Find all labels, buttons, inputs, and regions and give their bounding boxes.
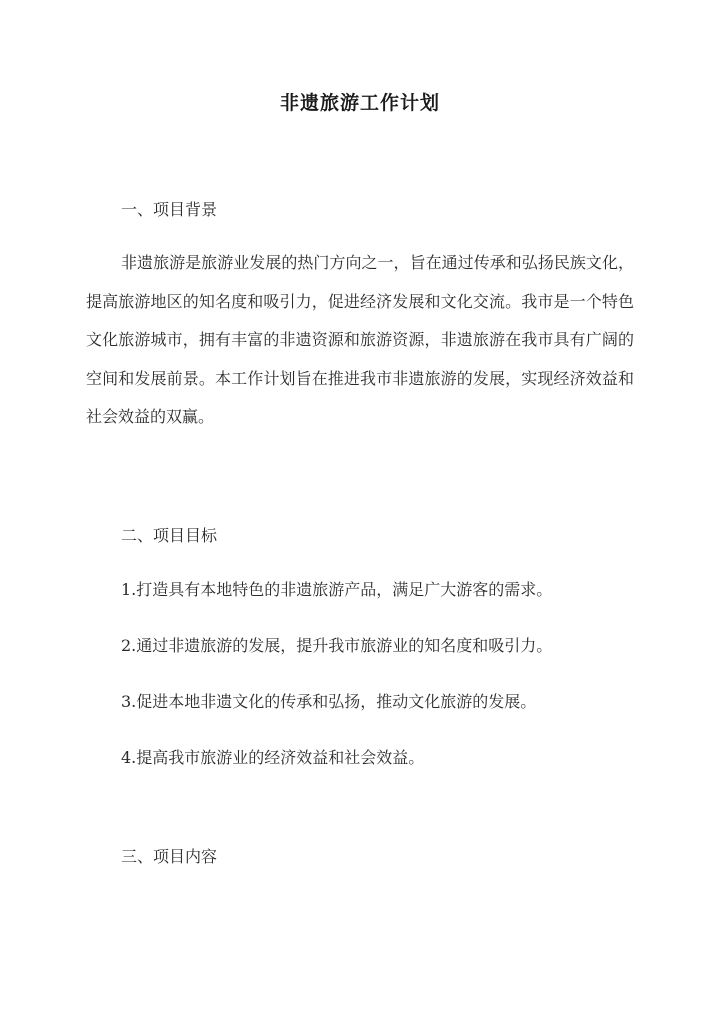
goal-item-3: 3.促进本地非遗文化的传承和弘扬，推动文化旅游的发展。 [121, 692, 537, 711]
goal-item-1: 1.打造具有本地特色的非遗旅游产品，满足广大游客的需求。 [121, 580, 553, 599]
section-heading-goals: 二、项目目标 [121, 526, 218, 545]
document-title: 非遗旅游工作计划 [279, 92, 440, 114]
goal-item-4: 4.提高我市旅游业的经济效益和社会效益。 [121, 748, 425, 767]
section-heading-background: 一、项目背景 [121, 200, 218, 219]
section-heading-content: 三、项目内容 [121, 847, 218, 866]
goal-item-2: 2.通过非遗旅游的发展，提升我市旅游业的知名度和吸引力。 [121, 636, 553, 655]
background-paragraph: 非遗旅游是旅游业发展的热门方向之一，旨在通过传承和弘扬民族文化，提高旅游地区的知名度和吸引力，促进经济发展和文化交流。我市是一个特色文化旅游城市，拥有丰富的非遗资源和旅游资源，非遗旅游在我市具有广阔的空间和发展前景。本工作计划旨在推进我市非遗旅游的发展，实现经济效益和社会效益的双赢。 [86, 253, 634, 427]
